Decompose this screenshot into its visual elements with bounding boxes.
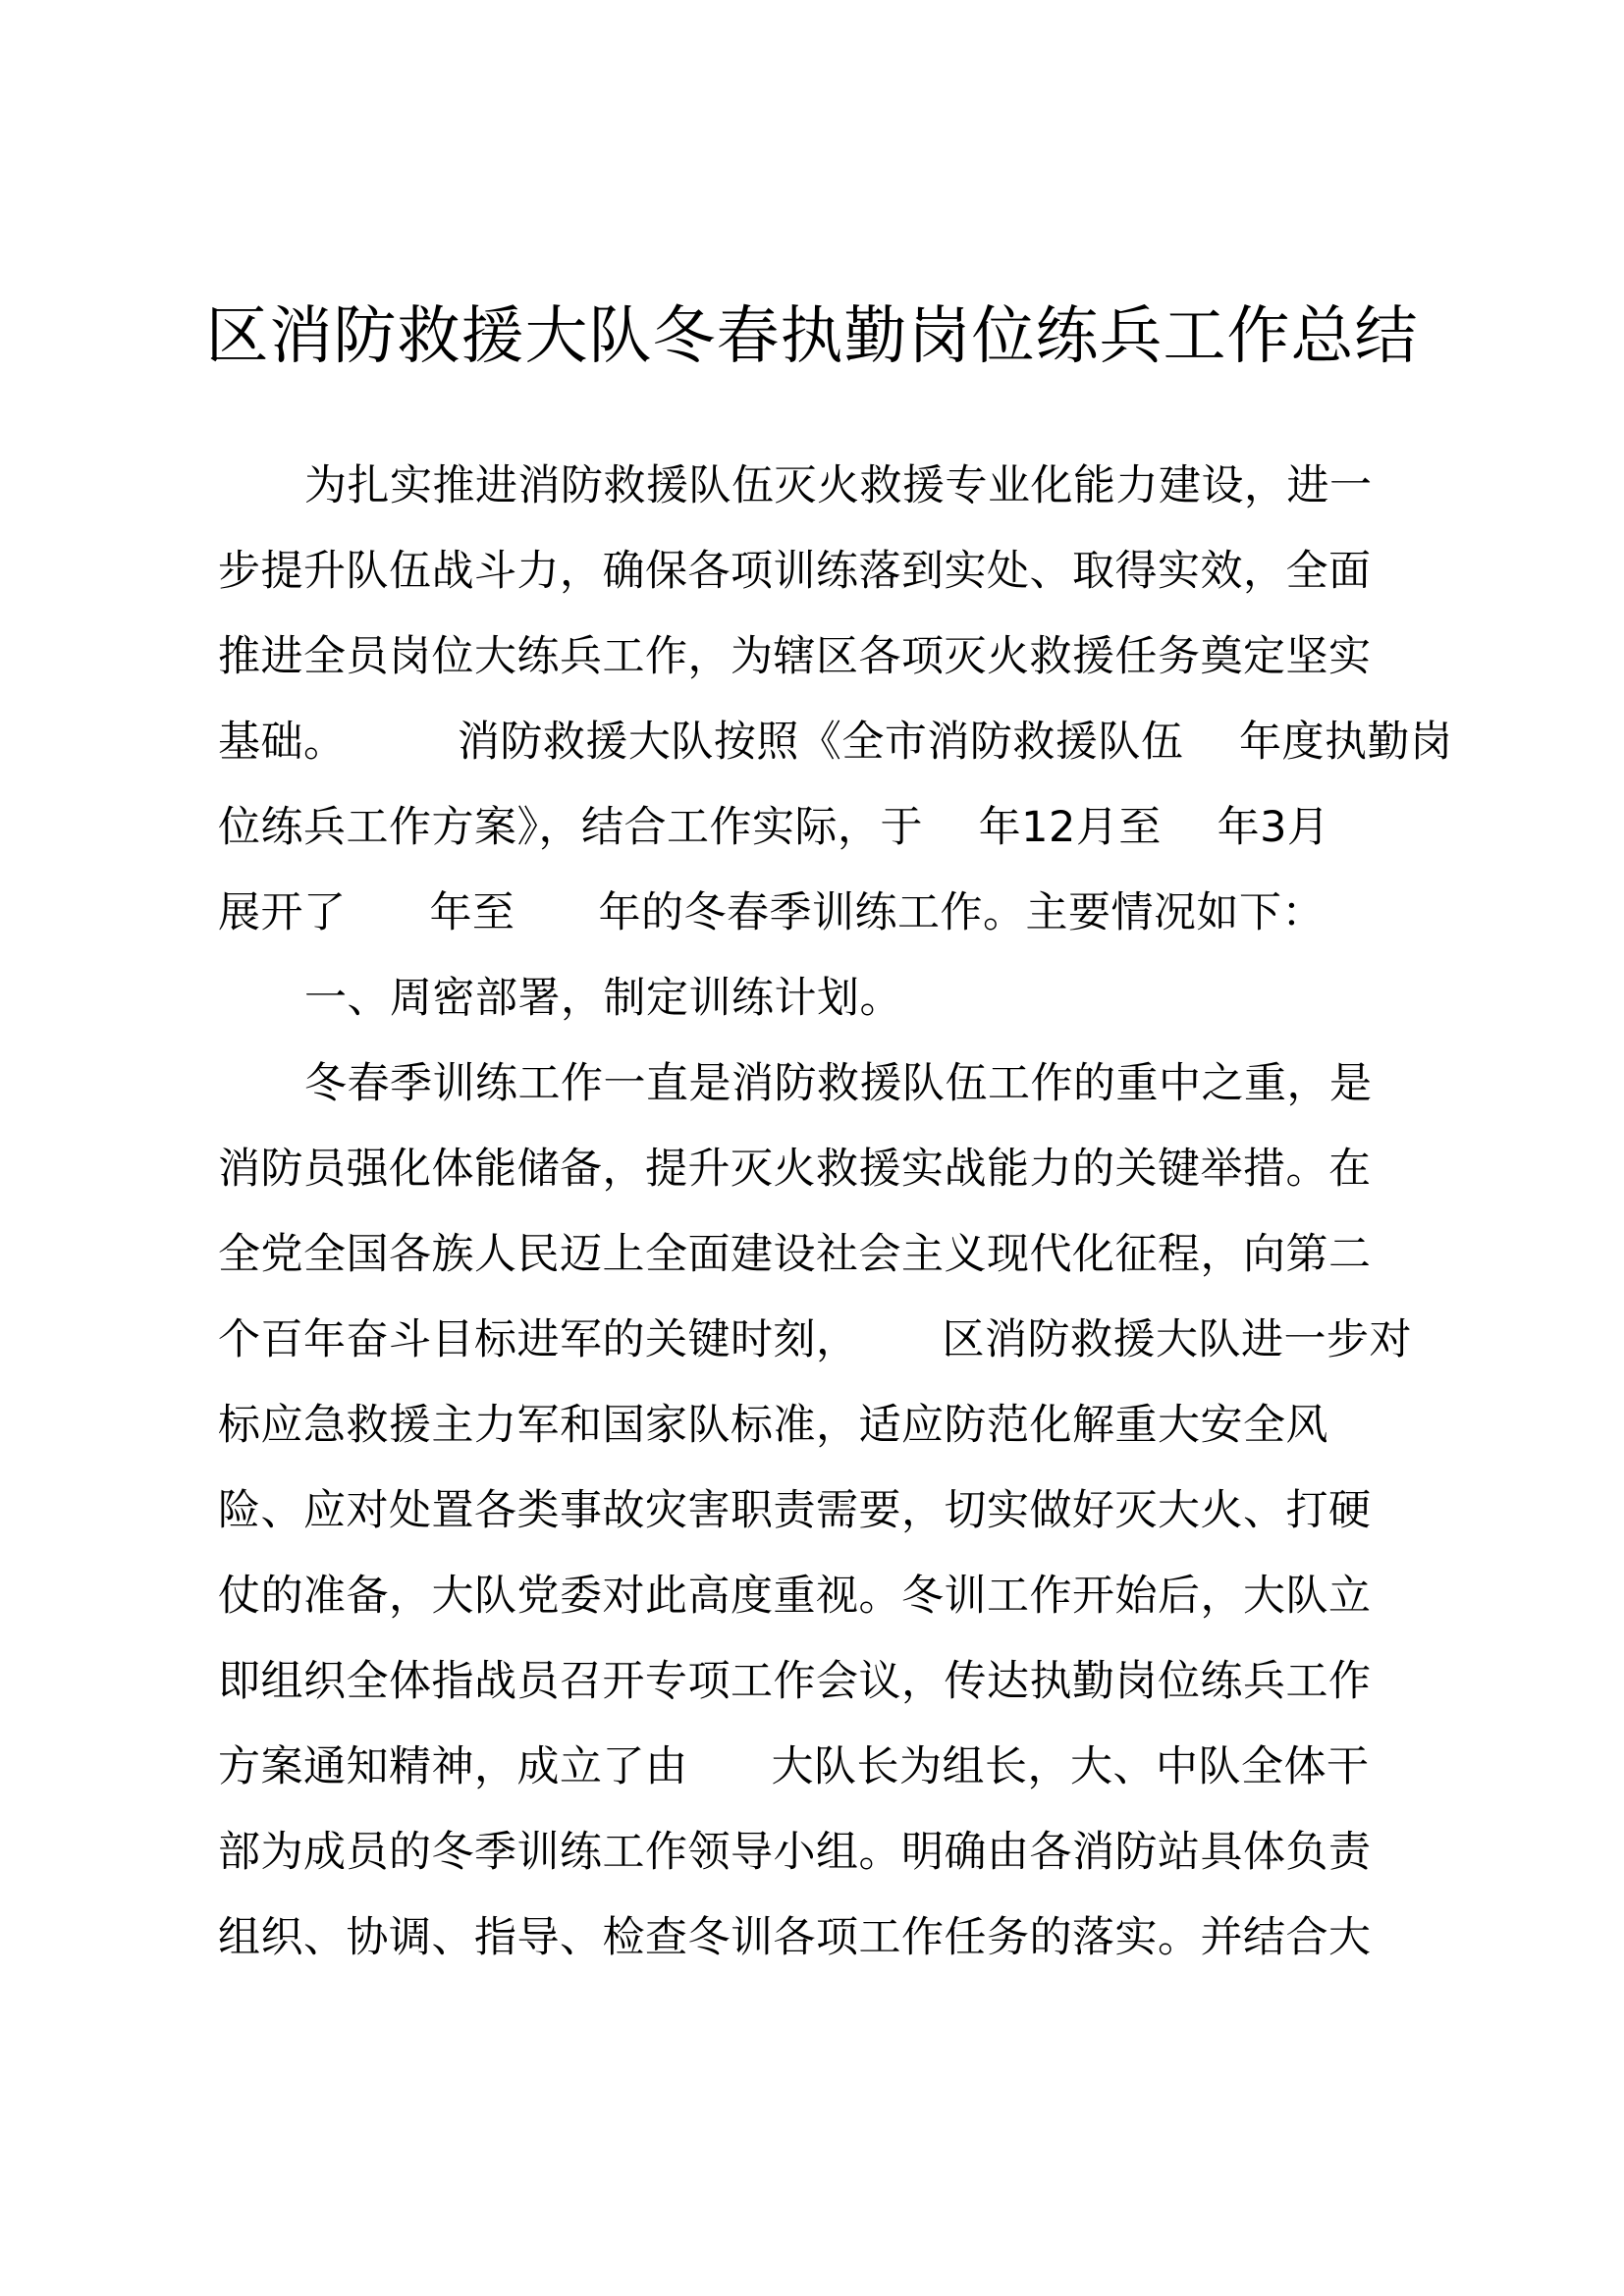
body-line: 展开了 年至 年的冬春季训练工作。主要情况如下： [218,888,1326,937]
body-line: 为扎实推进消防救援队伍灭火救援专业化能力建设，进一 [304,461,1373,510]
body-line: 消防员强化体能储备，提升灭火救援实战能力的关键举措。在 [218,1145,1372,1194]
body-line: 推进全员岗位大练兵工作，为辖区各项灭火救援任务奠定坚实 [218,632,1372,681]
body-line: 组织、协调、指导、检查冬训各项工作任务的落实。并结合大 [218,1913,1372,1962]
body-line: 冬春季训练工作一直是消防救援队伍工作的重中之重，是 [304,1059,1373,1108]
body-line: 险、应对处置各类事故灾害职责需要，切实做好灭大火、打硬 [218,1486,1372,1535]
body-line: 一、周密部署，制定训练计划。 [304,974,902,1023]
body-line: 个百年奋斗目标进军的关键时刻， 区消防救援大队进一步对 [218,1315,1413,1364]
body-line: 位练兵工作方案》，结合工作实际，于 年12月至 年3月 [218,803,1330,852]
body-line: 标应急救援主力军和国家队标准，适应防范化解重大安全风 [218,1401,1328,1450]
body-line: 基础。 消防救援大队按照《全市消防救援队伍 年度执勤岗 [218,718,1453,767]
body-line: 部为成员的冬季训练工作领导小组。明确由各消防站具体负责 [218,1828,1372,1877]
document-title: 区消防救援大队冬春执勤岗位练兵工作总结 [205,300,1419,373]
body-line: 即组织全体指战员召开专项工作会议，传达执勤岗位练兵工作 [218,1657,1372,1706]
body-line: 方案通知精神，成立了由 大队长为组长，大、中队全体干 [218,1742,1370,1791]
body-line: 步提升队伍战斗力，确保各项训练落到实处、取得实效，全面 [218,547,1372,596]
body-line: 仗的准备，大队党委对此高度重视。冬训工作开始后，大队立 [218,1572,1372,1621]
body-line: 全党全国各族人民迈上全面建设社会主义现代化征程，向第二 [218,1230,1372,1279]
